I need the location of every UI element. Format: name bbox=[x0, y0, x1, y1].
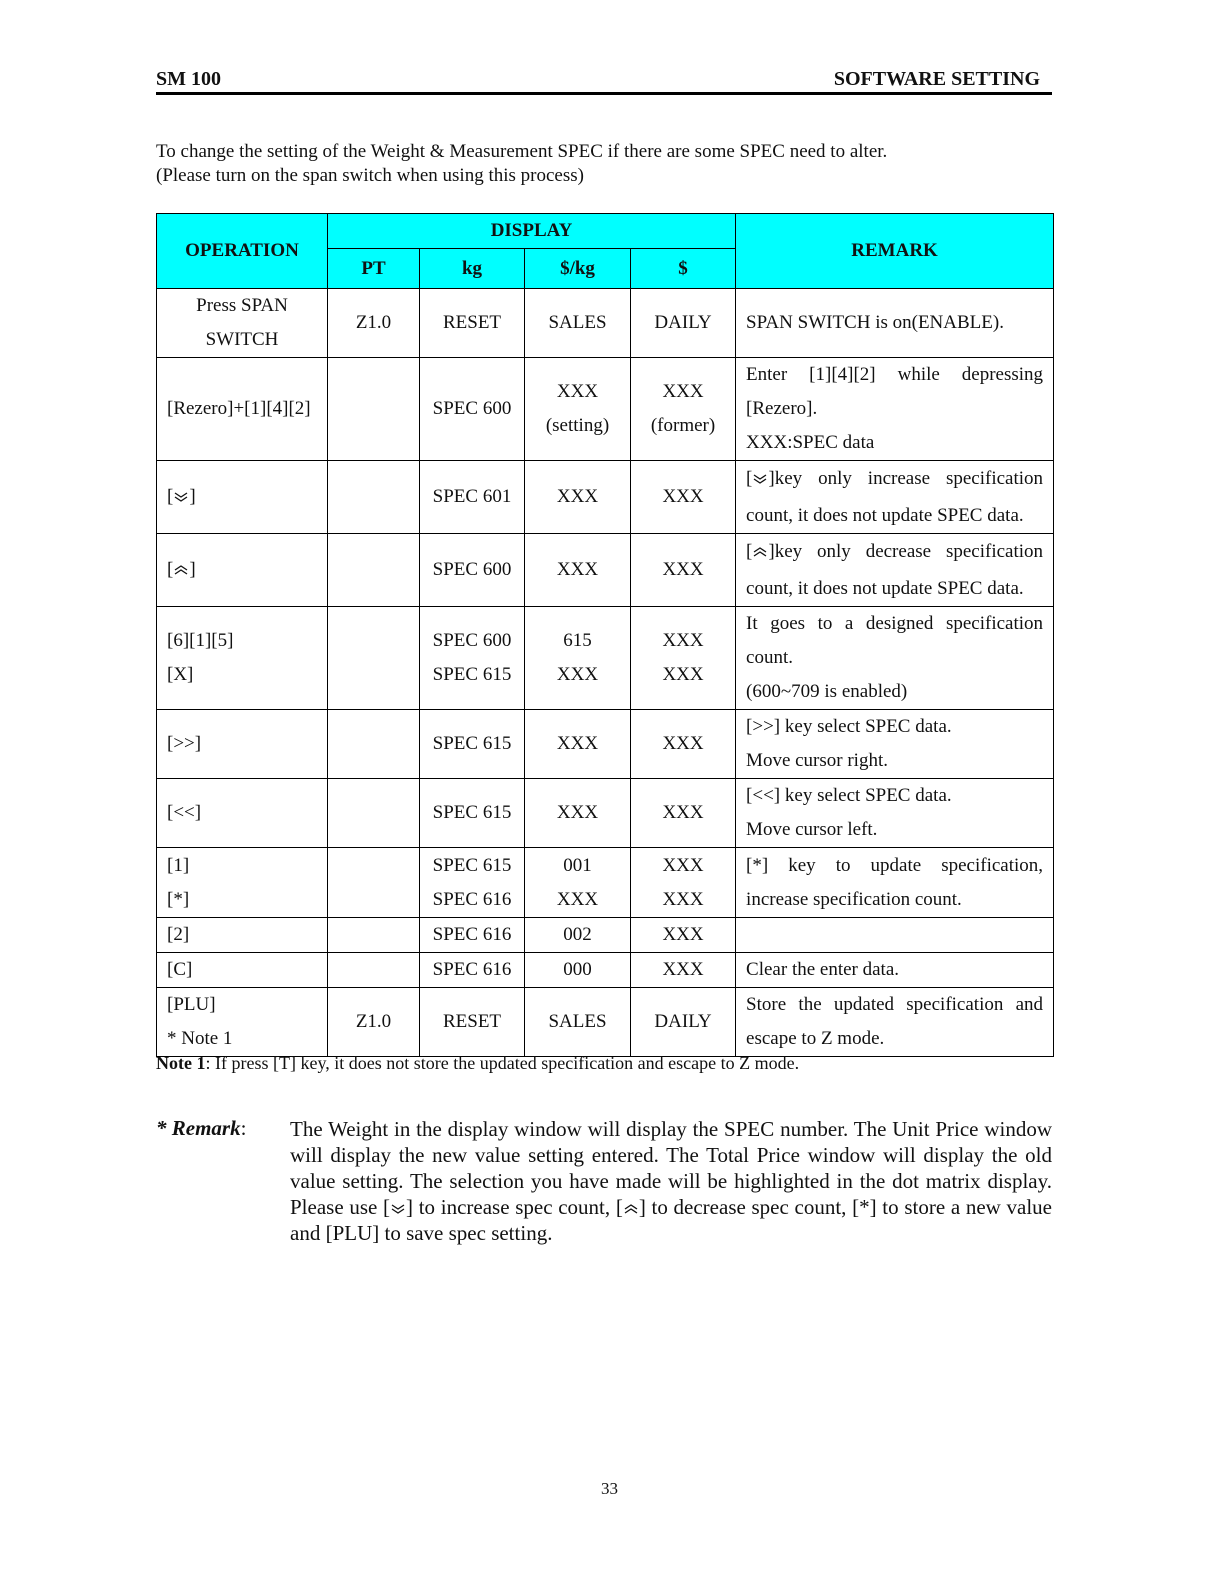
cell-kg: SPEC 616 bbox=[420, 953, 525, 988]
table-row bbox=[157, 607, 1054, 710]
remark-line: count, it does not update SPEC data. bbox=[746, 505, 1024, 526]
cell-operation: [<<] bbox=[157, 779, 328, 848]
double-chevron-down-icon bbox=[173, 491, 189, 503]
cell-operation bbox=[157, 848, 328, 918]
cell-remark: Clear the enter data. bbox=[736, 953, 1054, 988]
cell-operation: [2] bbox=[157, 918, 328, 953]
bracket-open: [ bbox=[167, 486, 174, 507]
table-row bbox=[157, 988, 1054, 1057]
cell-kg bbox=[420, 607, 525, 710]
cell-per-kg: XXX bbox=[525, 710, 631, 779]
value-line: XXX bbox=[662, 854, 704, 876]
cell-remark: SPAN SWITCH is on(ENABLE). bbox=[736, 289, 1054, 358]
op-line: Press SPAN bbox=[196, 295, 288, 316]
bracket-open: [ bbox=[167, 559, 174, 580]
value-line: XXX bbox=[662, 888, 704, 910]
cell-dollar bbox=[631, 848, 736, 918]
cell-kg: SPEC 600 bbox=[420, 534, 525, 607]
intro-line-2: (Please turn on the span switch when using this process) bbox=[156, 165, 584, 186]
header-title-right: SOFTWARE SETTING bbox=[833, 68, 1040, 90]
remark-line: [ ]key only increase specification bbox=[746, 468, 1044, 489]
cell-per-kg bbox=[525, 607, 631, 710]
table-row bbox=[157, 918, 1054, 953]
op-line: SWITCH bbox=[205, 329, 279, 350]
note-1 bbox=[156, 1053, 799, 1074]
remark-text: The Weight in the display window will display the SPEC number. The Unit Price window will display the new value setting entered. The Total Price window will display the old value setting. The selection you have made will be highlighted in the dot matrix display. Please use [ ] to increase spec count, [ ] to decrease spec count, [*] to store a new value and [PLU] to save spec setting. bbox=[290, 1117, 1052, 1245]
double-chevron-up-icon bbox=[752, 546, 768, 558]
cell-remark bbox=[736, 358, 1054, 461]
table-row bbox=[157, 953, 1054, 988]
remark-label: * Remark: bbox=[156, 1116, 247, 1140]
cell-pt bbox=[328, 461, 420, 534]
cell-remark bbox=[736, 988, 1054, 1057]
double-chevron-up-icon bbox=[623, 1203, 639, 1215]
value-line: XXX bbox=[662, 630, 704, 651]
cell-pt bbox=[328, 848, 420, 918]
cell-pt bbox=[328, 953, 420, 988]
cell-dollar: XXX bbox=[631, 953, 736, 988]
cell-dollar: XXX bbox=[631, 461, 736, 534]
value-line: (former) bbox=[650, 415, 716, 436]
cell-dollar bbox=[631, 607, 736, 710]
cell-dollar: DAILY bbox=[631, 988, 736, 1057]
op-line: [X] bbox=[167, 664, 194, 685]
cell-kg: SPEC 601 bbox=[420, 461, 525, 534]
cell-operation bbox=[157, 607, 328, 710]
cell-kg: SPEC 616 bbox=[420, 918, 525, 953]
cell-remark bbox=[736, 848, 1054, 918]
cell-kg: SPEC 600 bbox=[420, 358, 525, 461]
remark-line: (600~709 is enabled) bbox=[746, 681, 908, 702]
cell-remark bbox=[736, 607, 1054, 710]
value-line: 615 bbox=[563, 630, 592, 651]
remark-line: [*] key to update specification, bbox=[746, 854, 1044, 876]
cell-per-kg: 000 bbox=[525, 953, 631, 988]
col-header-per-kg: $/kg bbox=[525, 249, 631, 289]
cell-pt bbox=[328, 710, 420, 779]
cell-operation bbox=[157, 461, 328, 534]
table-row bbox=[157, 779, 1054, 848]
double-chevron-down-icon bbox=[390, 1203, 406, 1215]
value-line: SPEC 616 bbox=[432, 888, 512, 910]
remark-line: Enter [1][4][2] while depressing bbox=[746, 364, 1044, 385]
remark-line: [<<] key select SPEC data. bbox=[746, 785, 952, 806]
cell-operation: [C] bbox=[157, 953, 328, 988]
table-row bbox=[157, 358, 1054, 461]
cell-pt bbox=[328, 779, 420, 848]
double-chevron-up-icon bbox=[173, 564, 189, 576]
cell-pt: Z1.0 bbox=[328, 988, 420, 1057]
op-line: [1] bbox=[167, 854, 190, 876]
cell-pt bbox=[328, 918, 420, 953]
table-row bbox=[157, 848, 1054, 918]
cell-kg: RESET bbox=[420, 289, 525, 358]
value-line: XXX bbox=[662, 381, 704, 402]
cell-dollar bbox=[631, 358, 736, 461]
cell-per-kg bbox=[525, 358, 631, 461]
cell-per-kg: SALES bbox=[525, 988, 631, 1057]
page-number: 33 bbox=[601, 1479, 618, 1498]
note-1-text: : If press [T] key, it does not store the updated specification and escape to Z mode. bbox=[205, 1053, 800, 1073]
col-header-display: DISPLAY bbox=[328, 214, 736, 249]
table-row bbox=[157, 534, 1054, 607]
remark-line: [Rezero]. bbox=[746, 398, 818, 419]
remark-line: XXX:SPEC data bbox=[746, 432, 875, 453]
remark-line: Move cursor right. bbox=[746, 750, 888, 771]
remark-line: Store the updated specification and bbox=[746, 994, 1044, 1015]
col-header-pt: PT bbox=[328, 249, 420, 289]
bracket-close: ] bbox=[189, 559, 196, 580]
cell-per-kg: 002 bbox=[525, 918, 631, 953]
value-line: SPEC 615 bbox=[432, 664, 512, 685]
cell-dollar: XXX bbox=[631, 779, 736, 848]
table-row bbox=[157, 461, 1054, 534]
cell-pt bbox=[328, 607, 420, 710]
cell-kg: SPEC 615 bbox=[420, 710, 525, 779]
spec-table bbox=[156, 213, 1054, 1057]
value-line: (setting) bbox=[545, 415, 610, 436]
cell-pt bbox=[328, 534, 420, 607]
remark-line: Move cursor left. bbox=[746, 819, 878, 840]
remark-line: escape to Z mode. bbox=[746, 1028, 885, 1049]
col-header-remark: REMARK bbox=[736, 214, 1054, 289]
remark-line: It goes to a designed specification bbox=[746, 613, 1044, 634]
col-header-kg: kg bbox=[420, 249, 525, 289]
header-title-left: SM 100 bbox=[156, 68, 221, 90]
op-line: [PLU] bbox=[167, 994, 216, 1015]
bracket-close: ] bbox=[189, 486, 196, 507]
cell-kg: SPEC 615 bbox=[420, 779, 525, 848]
cell-per-kg: SALES bbox=[525, 289, 631, 358]
op-line: [*] bbox=[167, 888, 190, 910]
cell-dollar: XXX bbox=[631, 534, 736, 607]
cell-remark bbox=[736, 710, 1054, 779]
op-line: [6][1][5] bbox=[167, 630, 234, 651]
cell-dollar: DAILY bbox=[631, 289, 736, 358]
note-1-label: Note 1 bbox=[156, 1053, 206, 1073]
cell-remark bbox=[736, 461, 1054, 534]
value-line: XXX bbox=[556, 381, 599, 402]
remark-line: [>>] key select SPEC data. bbox=[746, 716, 952, 737]
page-header bbox=[156, 68, 1052, 95]
intro-line-1: To change the setting of the Weight & Measurement SPEC if there are some SPEC need to alter. bbox=[156, 141, 888, 162]
cell-remark bbox=[736, 918, 1054, 953]
cell-operation: [Rezero]+[1][4][2] bbox=[157, 358, 328, 461]
table-row bbox=[157, 710, 1054, 779]
value-line: SPEC 600 bbox=[432, 630, 512, 651]
table-row bbox=[157, 289, 1054, 358]
cell-remark bbox=[736, 779, 1054, 848]
cell-per-kg: XXX bbox=[525, 779, 631, 848]
col-header-dollar: $ bbox=[631, 249, 736, 289]
col-header-operation: OPERATION bbox=[157, 214, 328, 289]
remark-line: count. bbox=[746, 647, 794, 668]
cell-pt bbox=[328, 358, 420, 461]
double-chevron-down-icon bbox=[752, 473, 768, 485]
remark-line: count, it does not update SPEC data. bbox=[746, 578, 1024, 599]
cell-per-kg: XXX bbox=[525, 461, 631, 534]
value-line: XXX bbox=[556, 664, 599, 685]
cell-operation bbox=[157, 289, 328, 358]
cell-per-kg: XXX bbox=[525, 534, 631, 607]
cell-kg bbox=[420, 848, 525, 918]
cell-dollar: XXX bbox=[631, 710, 736, 779]
cell-pt: Z1.0 bbox=[328, 289, 420, 358]
cell-operation bbox=[157, 534, 328, 607]
op-line: * Note 1 bbox=[167, 1028, 233, 1049]
value-line: SPEC 615 bbox=[432, 854, 512, 876]
cell-kg: RESET bbox=[420, 988, 525, 1057]
value-line: 001 bbox=[563, 854, 592, 876]
value-line: XXX bbox=[662, 664, 704, 685]
remark-line: increase specification count. bbox=[746, 888, 962, 910]
cell-operation: [>>] bbox=[157, 710, 328, 779]
value-line: XXX bbox=[556, 888, 599, 910]
cell-remark bbox=[736, 534, 1054, 607]
intro-text bbox=[156, 140, 887, 188]
cell-operation bbox=[157, 988, 328, 1057]
cell-per-kg bbox=[525, 848, 631, 918]
remark-line: [ ]key only decrease specification bbox=[746, 541, 1044, 562]
cell-dollar: XXX bbox=[631, 918, 736, 953]
